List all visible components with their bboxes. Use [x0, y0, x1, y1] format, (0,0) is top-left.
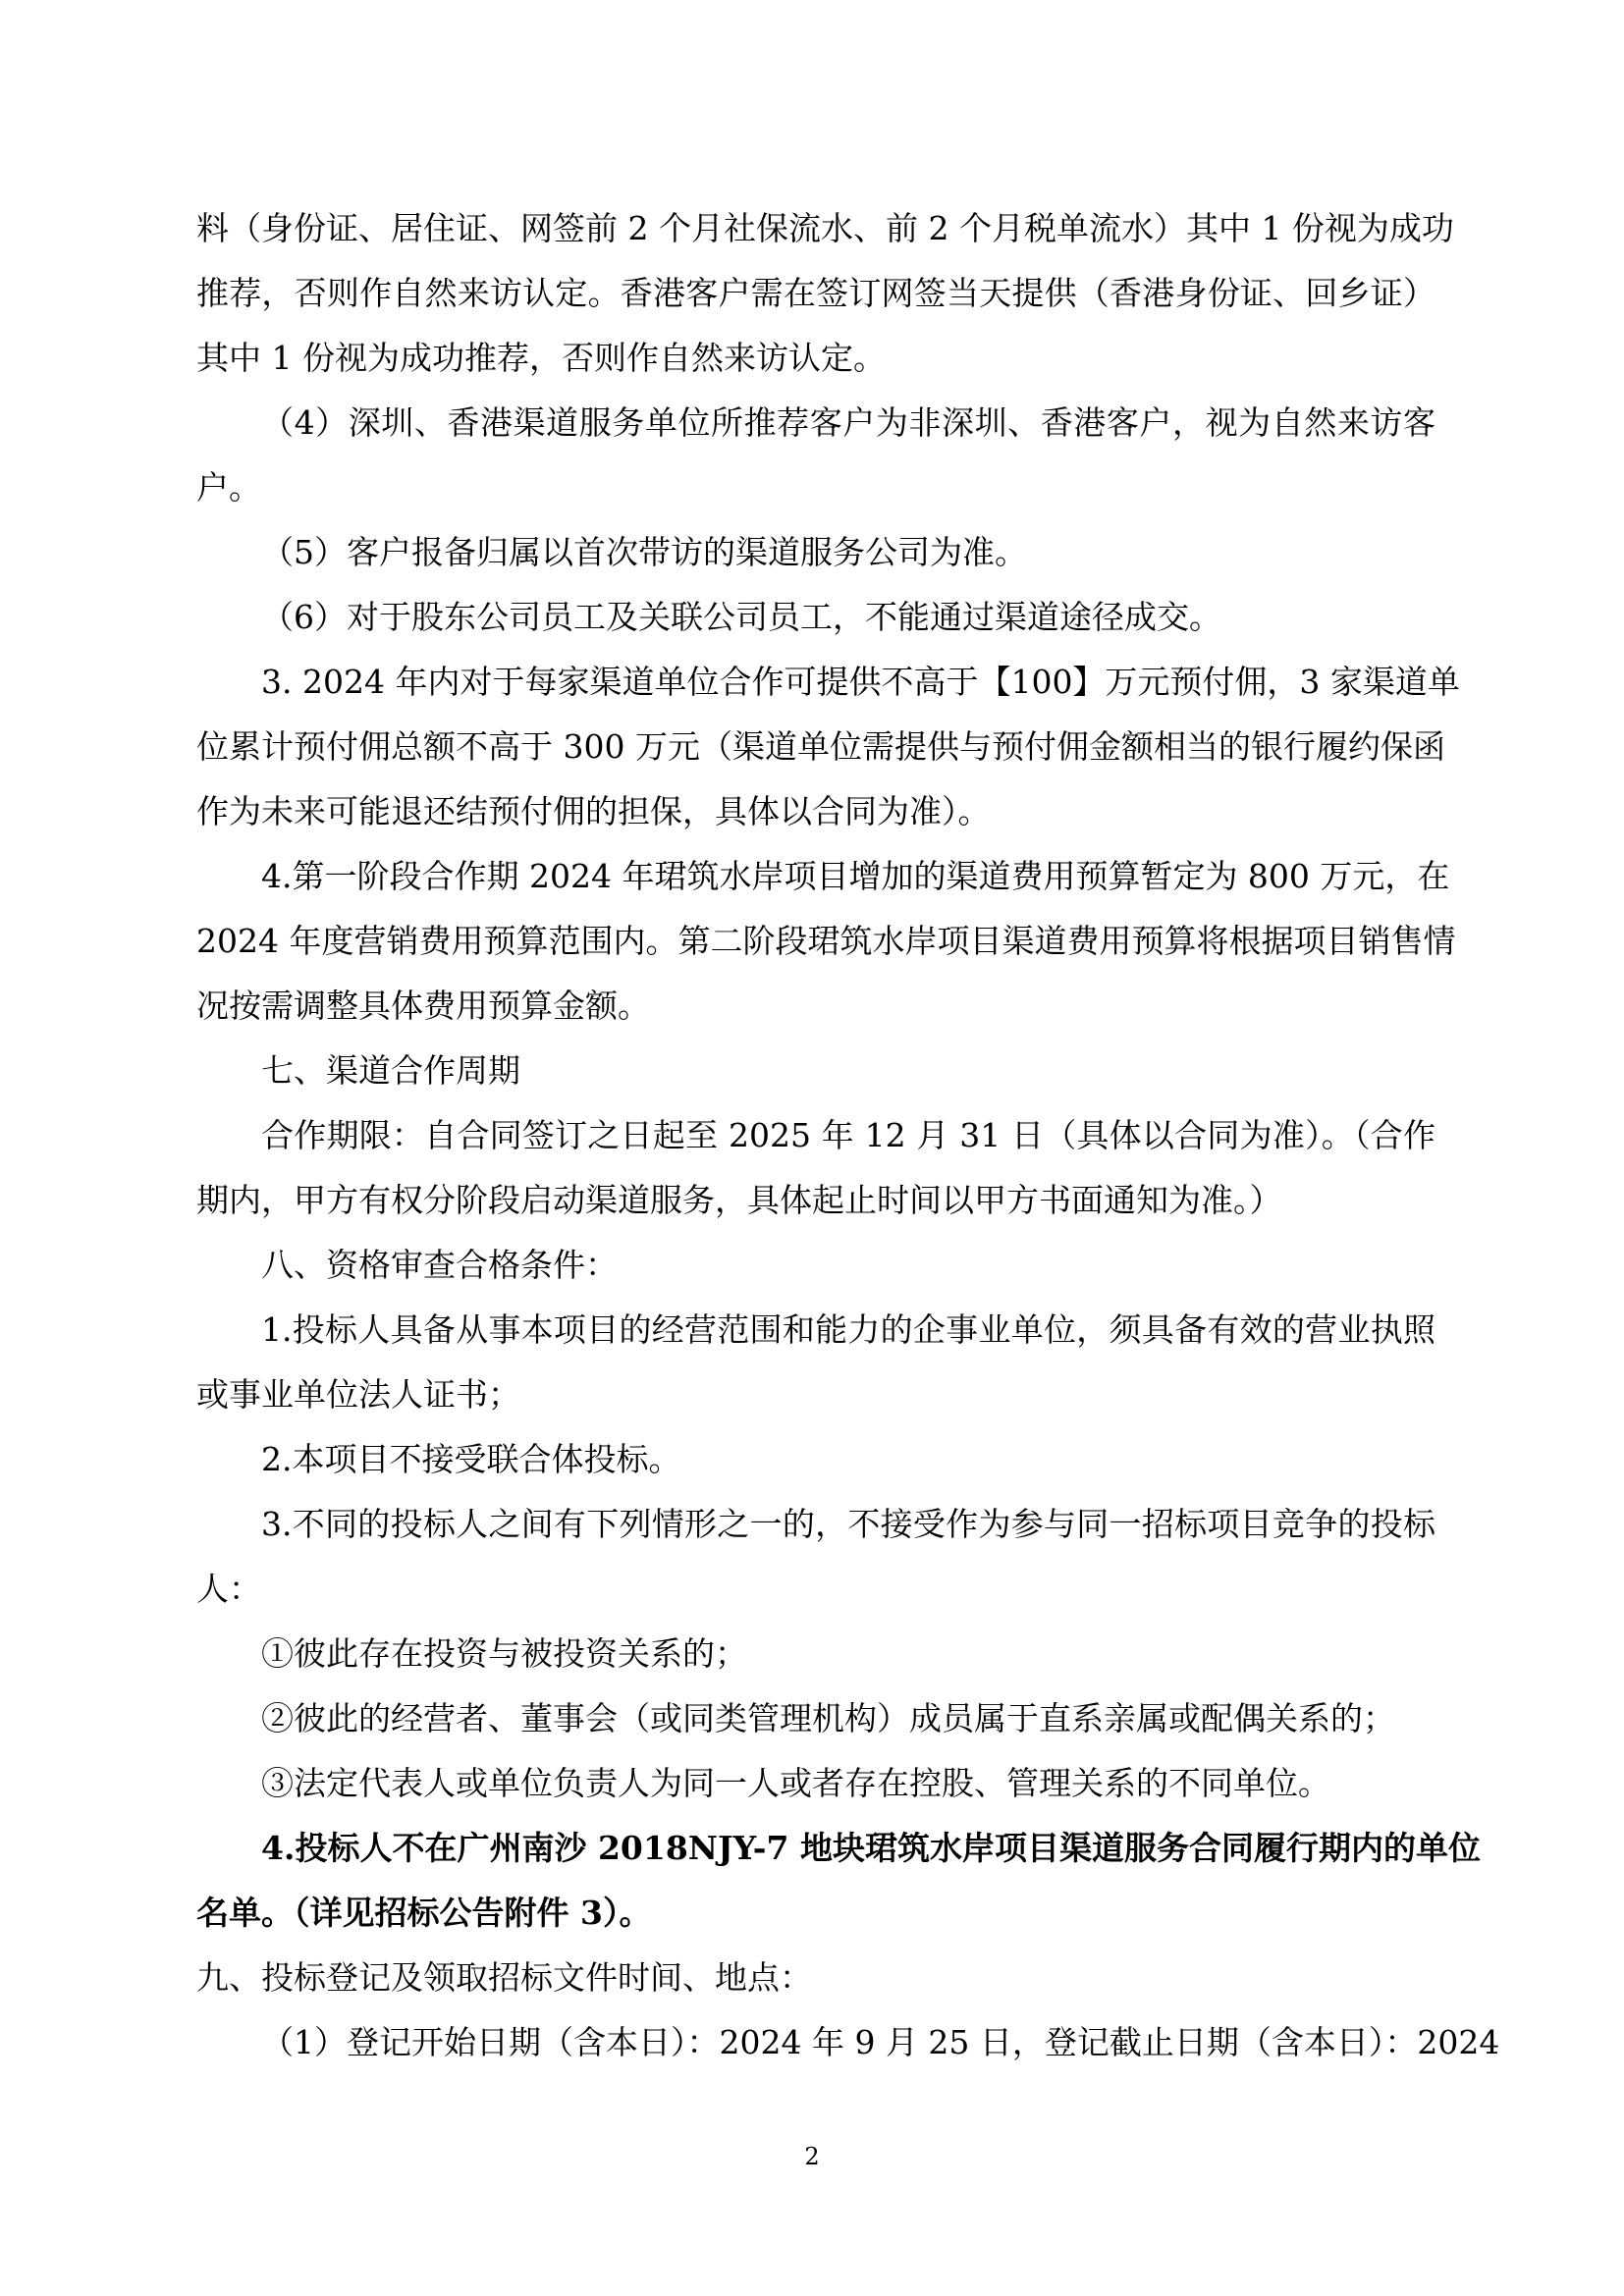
body-line: 或事业单位法人证书；: [196, 1375, 520, 1414]
body-line: 作为未来可能退还结预付佣的担保，具体以合同为准）。: [196, 792, 991, 830]
body-line: ③法定代表人或单位负责人为同一人或者存在控股、管理关系的不同单位。: [261, 1764, 1330, 1802]
body-line: 人：: [196, 1570, 261, 1608]
body-line: 4.第一阶段合作期 2024 年珺筑水岸项目增加的渠道费用预算暂定为 800 万元，在: [261, 857, 1450, 895]
page-number: 2: [804, 2143, 820, 2170]
body-line: 2024 年度营销费用预算范围内。第二阶段珺筑水岸项目渠道费用预算将根据项目销售情: [196, 922, 1456, 960]
body-line: 3.不同的投标人之间有下列情形之一的，不接受作为参与同一招标项目竞争的投标: [261, 1505, 1435, 1543]
section-heading: 七、渠道合作周期: [261, 1051, 520, 1090]
bold-body-line: 4.投标人不在广州南沙 2018NJY-7 地块珺筑水岸项目渠道服务合同履行期内的单位: [261, 1829, 1481, 1867]
section-heading: 八、资格审查合格条件：: [261, 1246, 618, 1284]
body-line: 1.投标人具备从事本项目的经营范围和能力的企事业单位，须具备有效的营业执照: [261, 1310, 1435, 1349]
body-line: （5）客户报备归属以首次带访的渠道服务公司为准。: [261, 533, 1027, 571]
body-line: ②彼此的经营者、董事会（或同类管理机构）成员属于直系亲属或配偶关系的；: [261, 1699, 1395, 1737]
section-heading: 九、投标登记及领取招标文件时间、地点：: [196, 1958, 812, 1997]
body-line: 料（身份证、居住证、网签前 2 个月社保流水、前 2 个月税单流水）其中 1 份视为成功: [196, 209, 1454, 247]
body-line: （1）登记开始日期（含本日）：2024 年 9 月 25 日，登记截止日期（含本日）：2024: [261, 2023, 1500, 2061]
body-line: 期内，甲方有权分阶段启动渠道服务，具体起止时间以甲方书面通知为准。）: [196, 1181, 1282, 1219]
body-line: 户。: [196, 468, 261, 507]
body-line: （4）深圳、香港渠道服务单位所推荐客户为非深圳、香港客户，视为自然来访客: [261, 403, 1435, 442]
body-line: 其中 1 份视为成功推荐，否则作自然来访认定。: [196, 339, 886, 377]
body-line: ①彼此存在投资与被投资关系的；: [261, 1634, 747, 1673]
body-line: 位累计预付佣总额不高于 300 万元（渠道单位需提供与预付佣金额相当的银行履约保函: [196, 727, 1445, 766]
body-line: 合作期限：自合同签订之日起至 2025 年 12 月 31 日（具体以合同为准）。（合作: [261, 1116, 1435, 1154]
bold-body-line: 名单。（详见招标公告附件 3）。: [196, 1894, 652, 1932]
body-line: 2.本项目不接受联合体投标。: [261, 1440, 681, 1478]
body-line: （6）对于股东公司员工及关联公司员工，不能通过渠道途径成交。: [261, 598, 1221, 636]
body-line: 推荐，否则作自然来访认定。香港客户需在签订网签当天提供（香港身份证、回乡证）: [196, 274, 1435, 312]
body-line: 况按需调整具体费用预算金额。: [196, 987, 650, 1025]
body-line: 3. 2024 年内对于每家渠道单位合作可提供不高于【100】万元预付佣，3 家渠道单: [261, 663, 1460, 701]
